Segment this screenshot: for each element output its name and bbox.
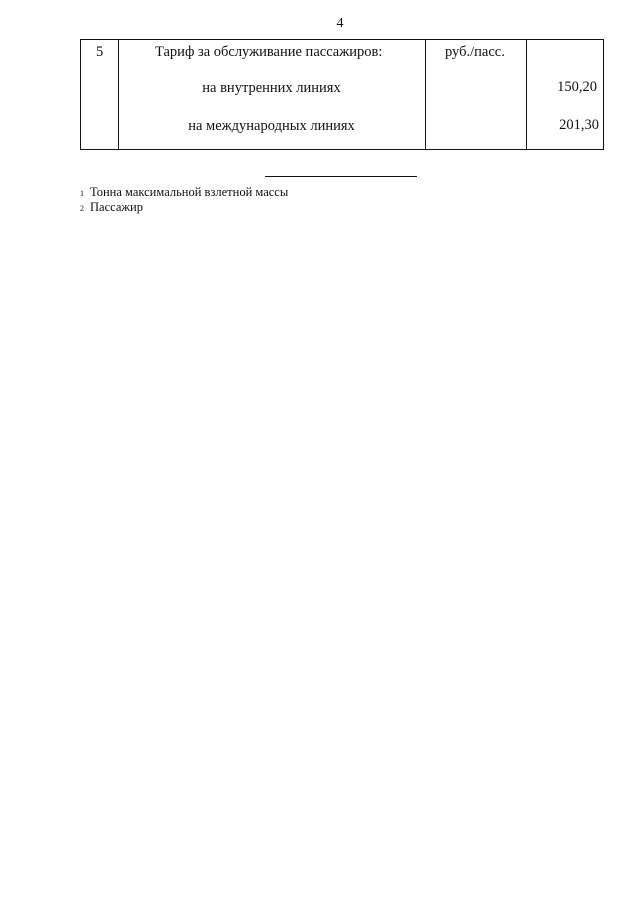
row-unit: руб./пасс.: [445, 44, 505, 60]
line-value-domestic: 150,20: [557, 79, 597, 95]
footnote: [80, 185, 288, 200]
footnote: [80, 200, 288, 215]
column-divider: [526, 40, 527, 149]
line-label-domestic: на внутренних линиях: [202, 80, 341, 96]
row-index: 5: [96, 44, 104, 60]
page-number: 4: [336, 16, 344, 31]
footnote-mark: 1: [80, 189, 84, 198]
footnote-separator: [265, 176, 417, 177]
footnote-mark: 2: [80, 204, 84, 213]
tariff-table: [80, 39, 604, 150]
line-value-international: 201,30: [559, 117, 599, 133]
column-divider: [425, 40, 426, 149]
line-label-international: на международных линиях: [188, 118, 355, 134]
row-title: Тариф за обслуживание пассажиров:: [155, 44, 383, 60]
footnote-text: Тонна максимальной взлетной массы: [90, 185, 289, 199]
footnotes: [80, 185, 288, 215]
footnote-text: Пассажир: [90, 200, 143, 214]
